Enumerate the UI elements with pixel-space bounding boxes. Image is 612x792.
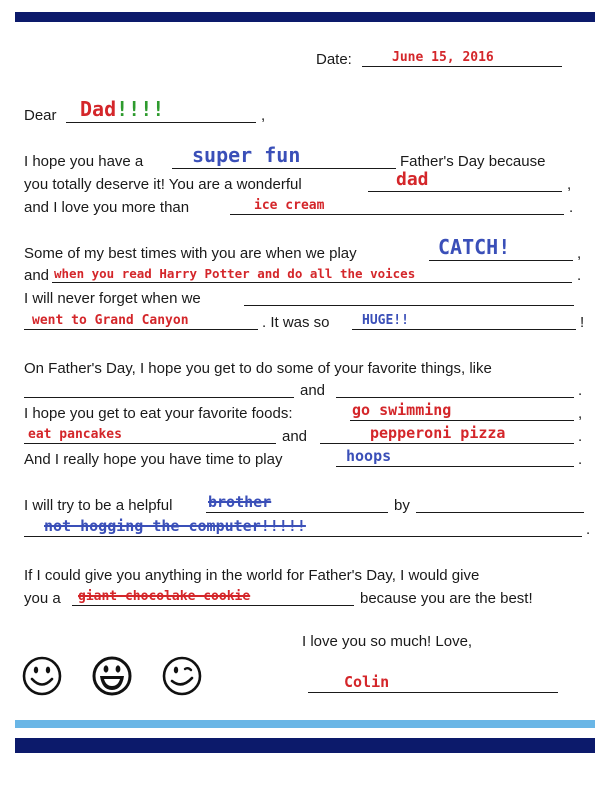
p2-blank-3 (244, 305, 574, 306)
p3-text-4b: . (578, 428, 583, 445)
p4-line-1 (24, 494, 590, 516)
p3-line-1 (24, 357, 590, 379)
p4-fill-1: brother (208, 493, 272, 511)
p3-text-5a: And I really hope you have time to play (24, 451, 283, 468)
p2-text-2a: and (24, 267, 50, 284)
p2-line-3 (24, 287, 590, 309)
p3-line-4 (24, 425, 590, 447)
bottom-navy-bar (15, 738, 595, 753)
p4-blank-2 (24, 536, 582, 537)
p3-blank-5 (336, 466, 574, 467)
p5-text-1: If I could give you anything in the world for Father's Day, I would give (24, 567, 480, 584)
p3-blank-4b (320, 443, 574, 444)
p4-fill-2: not hogging the computer!!!!! (44, 517, 306, 535)
light-blue-bar (15, 720, 595, 728)
recipient-text: Dad!!!! (80, 97, 165, 121)
p1-text-3a: and I love you more than (24, 199, 190, 216)
p1-blank-1 (172, 168, 396, 169)
p1-line-2 (24, 169, 590, 195)
p2-blank-4a (24, 329, 258, 330)
p4-line-2 (24, 518, 590, 540)
p3-fill-2: eat pancakes (28, 427, 122, 442)
p1-line-3 (24, 196, 590, 218)
p3-line-2 (24, 379, 590, 401)
p2-line-1 (24, 235, 590, 264)
p1-text-2a: you totally deserve it! You are a wonderful (24, 176, 302, 193)
greeting-label: Dear (24, 107, 57, 124)
p2-blank-4b (352, 329, 576, 330)
p1-blank-3 (230, 214, 564, 215)
p2-text-4a: . It was so (262, 314, 330, 331)
p1-text-3b: . (569, 199, 574, 216)
p1-fill-2: dad (396, 169, 429, 190)
p5-fill-1: giant chocolake cookie (78, 589, 251, 604)
p4-text-1a: I will try to be a helpful (24, 497, 173, 514)
p2-fill-2: when you read Harry Potter and do all the voices (54, 266, 416, 281)
p4-text-2b: . (586, 521, 591, 538)
p3-blank-2a (24, 397, 294, 398)
p4-text-1mid: by (394, 497, 410, 514)
p4-blank-1a (206, 512, 388, 513)
p3-text-4mid: and (282, 428, 308, 445)
p2-text-2b: . (577, 267, 582, 284)
p3-text-2mid: and (300, 382, 326, 399)
recipient-blank (66, 122, 256, 123)
closing-text: I love you so much! Love, (302, 633, 473, 650)
top-navy-bar (15, 12, 595, 22)
p3-text-3b: , (578, 405, 583, 422)
p3-text-2end: . (578, 382, 583, 399)
p3-blank-4a (24, 443, 276, 444)
closing-line (24, 630, 590, 652)
p2-blank-1 (429, 260, 573, 261)
p2-fill-3: went to Grand Canyon (32, 313, 189, 328)
smiley-face-icon (22, 656, 62, 696)
greeting-line (24, 97, 590, 126)
signature-blank (308, 692, 558, 693)
p1-text-2b: , (567, 176, 572, 193)
date-label: Date: (316, 51, 352, 68)
p1-fill-1: super fun (192, 143, 301, 167)
p1-blank-2 (368, 191, 562, 192)
p1-text-1b: Father's Day because (400, 153, 546, 170)
p1-line-1 (24, 143, 590, 172)
p2-line-2 (24, 264, 590, 286)
p3-fill-1: go swimming (352, 401, 452, 419)
p2-text-3a: I will never forget when we (24, 290, 201, 307)
p5-text-2b: because you are the best! (360, 590, 533, 607)
p4-blank-1b (416, 512, 584, 513)
greeting-comma: , (261, 107, 266, 124)
date-blank (362, 66, 562, 67)
p3-line-3 (24, 402, 590, 424)
p2-text-1a: Some of my best times with you are when we play (24, 245, 357, 262)
p3-text-3a: I hope you get to eat your favorite foods: (24, 405, 293, 422)
p5-line-1 (24, 564, 590, 586)
p2-line-4 (24, 311, 590, 333)
p2-text-4b: ! (580, 314, 585, 331)
p5-blank-2 (72, 605, 354, 606)
p2-fill-4: HUGE!! (362, 313, 409, 328)
p1-fill-3: ice cream (254, 198, 325, 213)
p3-fill-4: hoops (346, 447, 392, 465)
p3-text-5b: . (578, 451, 583, 468)
p3-line-5 (24, 448, 590, 470)
recipient-fill (80, 97, 164, 121)
p2-fill-1: CATCH! (438, 235, 511, 259)
p1-text-1a: I hope you have a (24, 153, 144, 170)
p2-text-1b: , (577, 245, 582, 262)
p3-blank-2b (336, 397, 574, 398)
p2-blank-2 (52, 282, 572, 283)
p3-blank-3 (350, 420, 574, 421)
signature-text: Colin (344, 673, 390, 691)
winking-face-icon (162, 656, 202, 696)
p3-text-1: On Father's Day, I hope you get to do some of your favorite things, like (24, 360, 492, 377)
laughing-face-icon (92, 656, 132, 696)
p3-fill-3: pepperoni pizza (370, 424, 506, 442)
p5-line-2 (24, 587, 590, 609)
date-line (24, 48, 590, 70)
date-value: June 15, 2016 (392, 50, 494, 65)
p5-text-2a: you a (24, 590, 61, 607)
